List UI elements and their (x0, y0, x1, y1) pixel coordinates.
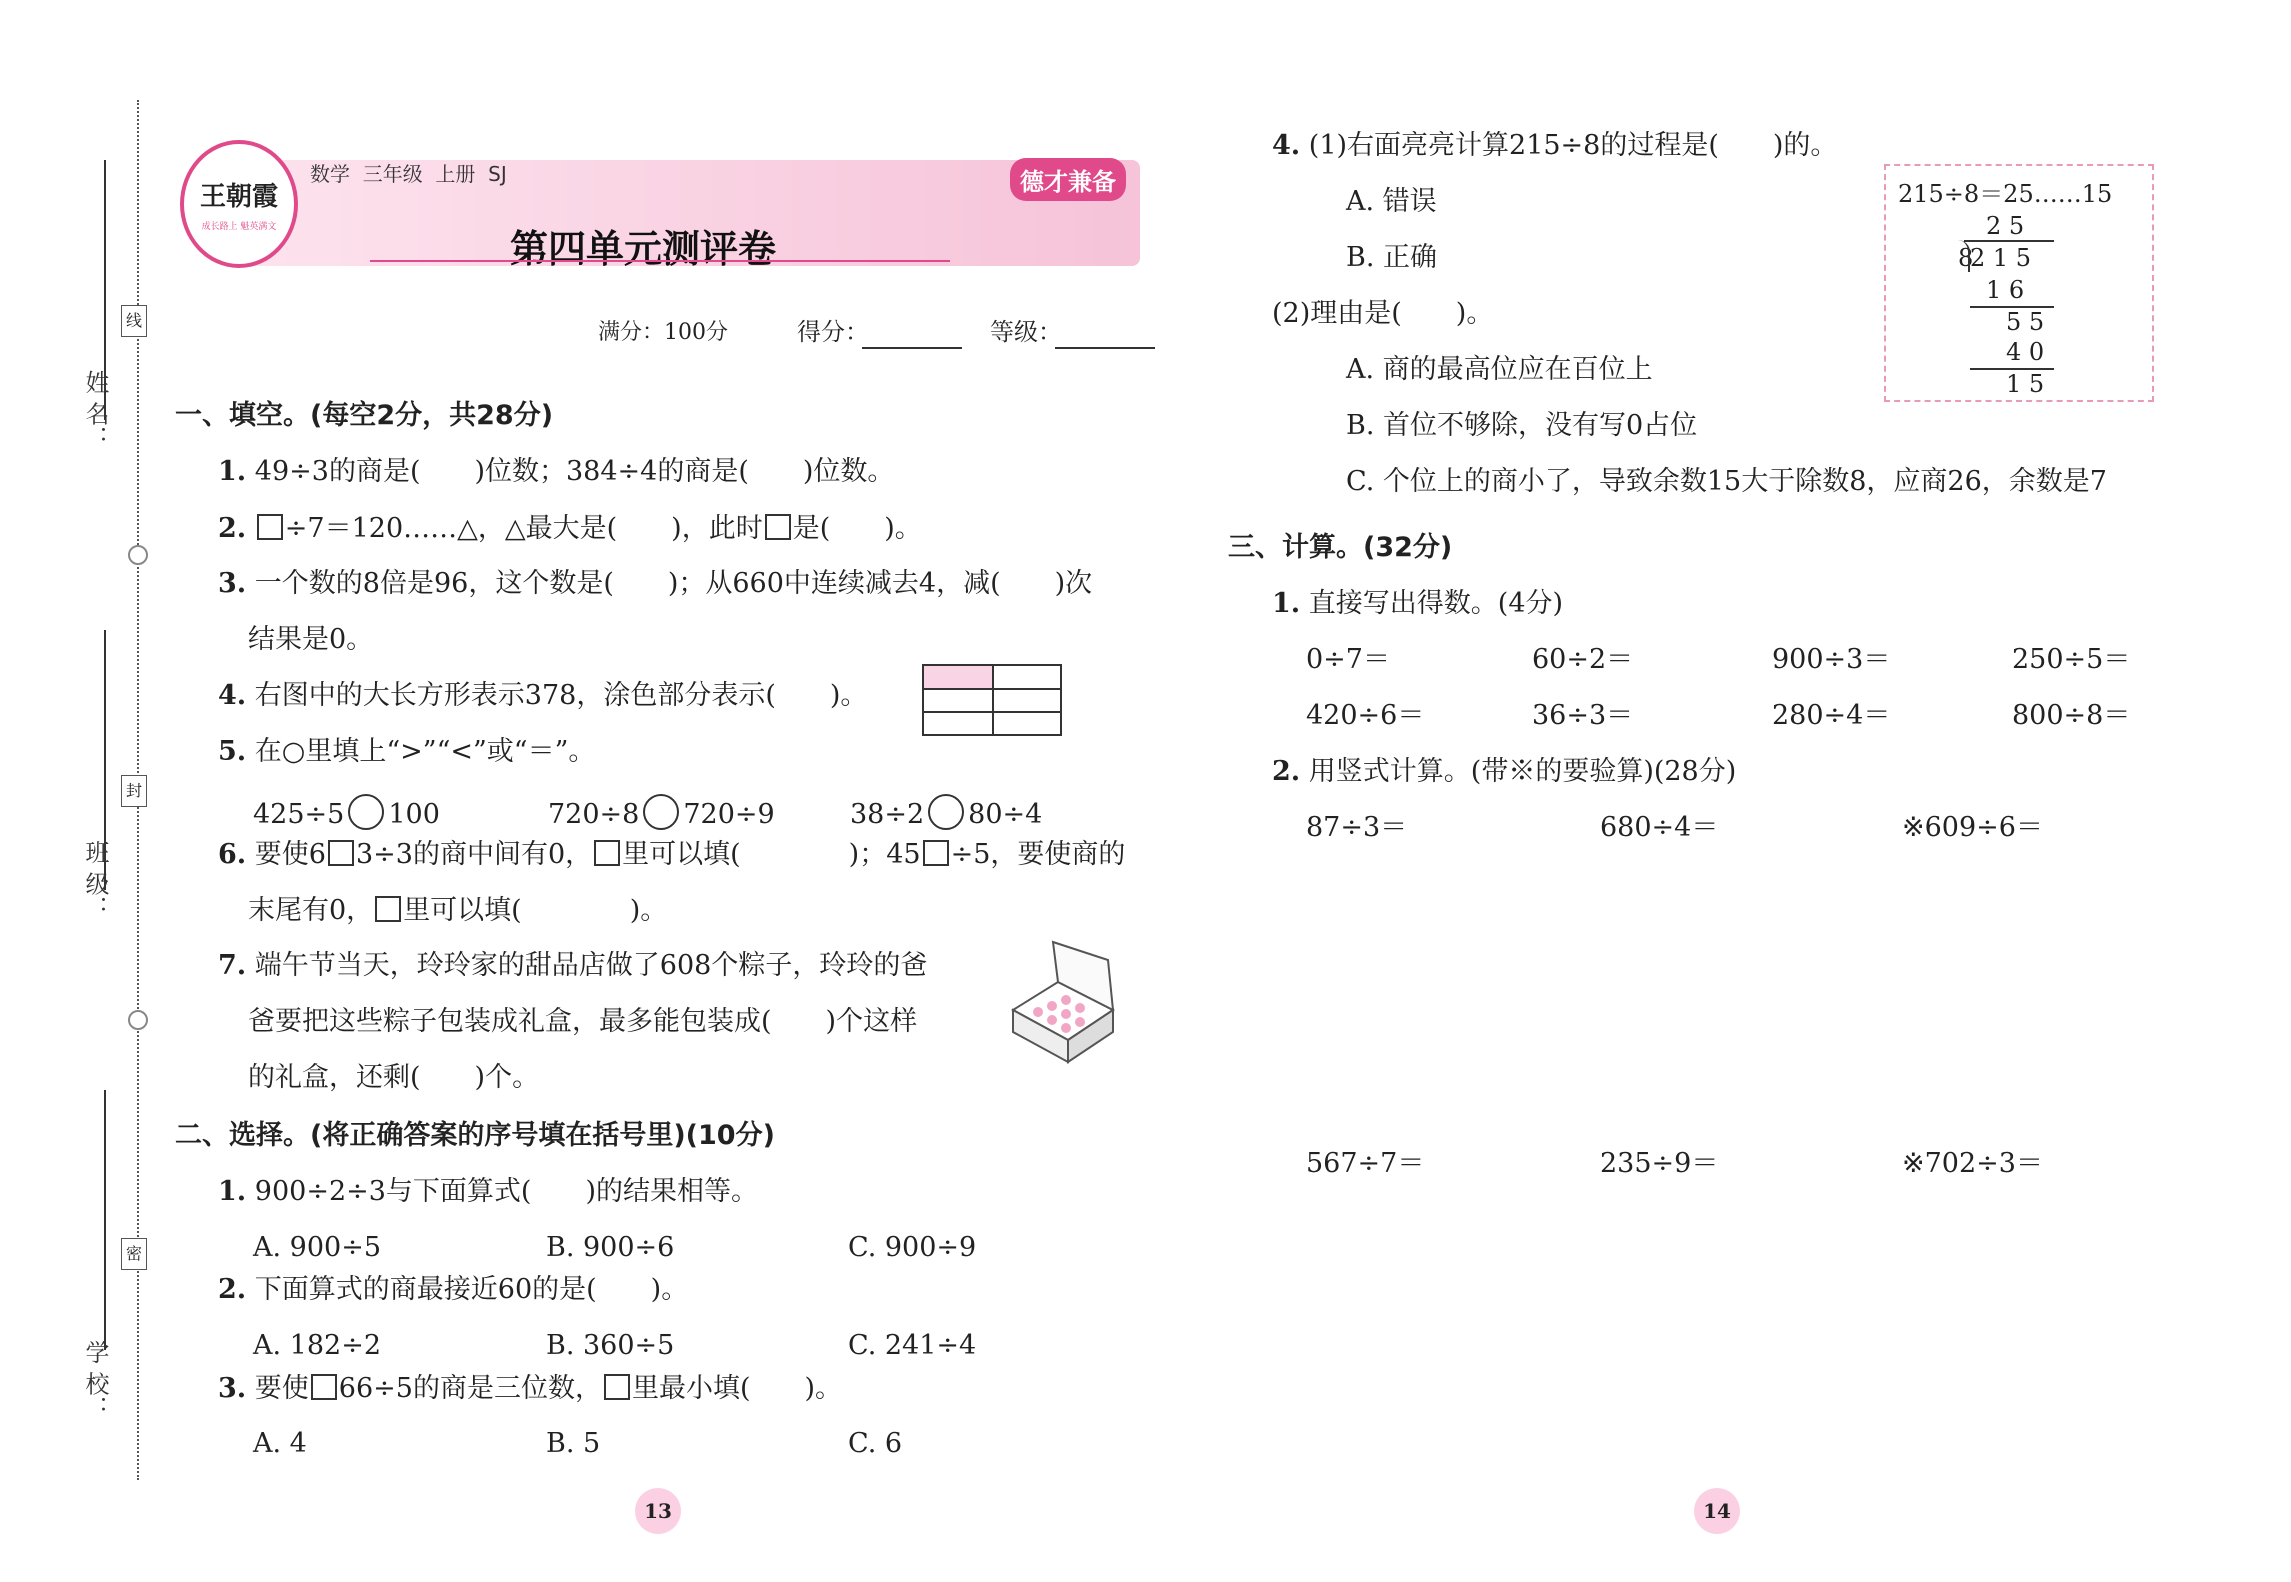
calc-item[interactable]: 250÷5＝ (2012, 644, 2131, 675)
rectangle-figure (922, 664, 1062, 736)
s2-question-4: 4. (1)右面亮亮计算215÷8的过程是( )的。 (1272, 130, 1838, 161)
question-text: 49÷3的商是( )位数；384÷4的商是( )位数。 (254, 456, 895, 487)
question-text: 一个数的8倍是96，这个数是( )；从660中连续减去4，减( )次 (254, 568, 1093, 599)
s1-question-7-line3: 的礼盒，还剩( )个。 (248, 1062, 540, 1093)
compare-circle[interactable] (928, 794, 964, 830)
banner-badge: 德才兼备 (1010, 158, 1126, 201)
compare-circle[interactable] (348, 794, 384, 830)
s1-question-3-line2: 结果是0。 (248, 624, 374, 655)
option-b[interactable]: B. 360÷5 (546, 1330, 675, 1361)
page-number-right: 14 (1694, 1488, 1740, 1534)
binding-hole-icon (128, 545, 148, 565)
division-row: 5 5 (2006, 308, 2045, 336)
compare-item: 38÷2 80÷4 (850, 794, 1042, 830)
s2-question-2: 2. 下面算式的商最接近60的是( )。 (218, 1274, 689, 1305)
vertical-calc-item[interactable]: 235÷9＝ (1600, 1148, 1719, 1179)
shaded-part (924, 666, 992, 688)
blank-square-icon (923, 840, 949, 866)
division-equation: 215÷8＝25……15 (1898, 180, 2113, 208)
compare-item: 425÷5 100 (253, 794, 440, 830)
compare-item: 720÷8 720÷9 (548, 794, 775, 830)
title-underline (370, 260, 950, 262)
s1-question-6-line2: 末尾有0， 里可以填( )。 (248, 895, 668, 926)
page-title: 第四单元测评卷 (510, 227, 777, 271)
school-label: 学 校： (81, 1340, 109, 1420)
division-dividend: 2 1 5 (1970, 244, 2032, 272)
question-number: 2. (1272, 756, 1301, 787)
s1-question-2 (218, 514, 922, 542)
option-a[interactable]: A. 182÷2 (253, 1330, 381, 1361)
option-b[interactable]: B. 首位不够除，没有写0占位 (1346, 410, 1698, 441)
question-text: 在○里填上“>”“<”或“＝”。 (254, 736, 596, 767)
long-division-box (1884, 164, 2154, 402)
division-row: 1 6 (1986, 276, 2025, 304)
gift-box-icon (1008, 940, 1118, 1070)
option-c[interactable]: C. 个位上的商小了，导致余数15大于除数8，应商26，余数是7 (1346, 466, 2107, 497)
division-divisor: 8 (1958, 244, 1974, 272)
calc-item[interactable]: 900÷3＝ (1772, 644, 1891, 675)
blank-square-icon (594, 840, 620, 866)
question-text: 是( )。 (792, 513, 922, 544)
class-label: 班 级： (81, 840, 109, 920)
page-number-left: 13 (635, 1488, 681, 1534)
division-bar (1964, 240, 2054, 242)
question-text: 右图中的大长方形表示378，涂色部分表示( )。 (254, 680, 868, 711)
option-b[interactable]: B. 5 (546, 1428, 601, 1459)
question-number: 7. (218, 950, 247, 981)
blank-square-icon (257, 514, 283, 540)
s1-question-7-line2: 爸要把这些粽子包装成礼盒，最多能包装成( )个这样 (248, 1006, 918, 1037)
blank-square-icon (328, 840, 354, 866)
option-a[interactable]: A. 900÷5 (253, 1232, 381, 1263)
question-number: 5. (218, 736, 247, 767)
s1-question-1 (218, 458, 894, 485)
s2-question-3: 3. 要使 66÷5的商是三位数， 里最小填( )。 (218, 1373, 843, 1404)
blank-square-icon (765, 514, 791, 540)
s1-question-6: 6. 要使6 3÷3的商中间有0， 里可以填( )；45 ÷5，要使商的 (218, 839, 1126, 870)
score-blank[interactable] (862, 347, 962, 349)
logo-slogan: 成长路上 魁英满文 (201, 222, 277, 232)
series-tags: 数学 三年级 上册 SJ (310, 162, 507, 186)
grade-blank[interactable] (1055, 347, 1155, 349)
option-a[interactable]: A. 商的最高位应在百位上 (1346, 354, 1653, 385)
calc-item[interactable]: 420÷6＝ (1306, 700, 1425, 731)
seal-seal-box: 封 (121, 775, 147, 807)
question-number: 3. (218, 1373, 247, 1404)
question-text: ÷7＝120……△，△最大是( )，此时 (284, 513, 763, 544)
s3-question-2: 2. 用竖式计算。(带※的要验算)(28分) (1272, 756, 1737, 787)
calc-item[interactable]: 36÷3＝ (1532, 700, 1634, 731)
question-number: 4. (218, 680, 247, 711)
binding-hole-icon (128, 1010, 148, 1030)
option-c[interactable]: C. 241÷4 (848, 1330, 977, 1361)
division-quotient: 2 5 (1986, 212, 2025, 240)
s2-question-1: 1. 900÷2÷3与下面算式( )的结果相等。 (218, 1176, 758, 1207)
question-number: 1. (218, 456, 247, 487)
question-number: 2. (218, 1274, 247, 1305)
logo-text: 王朝霞 (199, 182, 278, 212)
binding-margin (0, 0, 150, 1582)
section3-heading: 三、计算。(32分) (1228, 532, 1453, 563)
vertical-calc-item[interactable]: 680÷4＝ (1600, 812, 1719, 843)
division-bracket (1958, 240, 1970, 272)
division-row: 4 0 (2006, 338, 2045, 366)
vertical-calc-item[interactable]: ※609÷6＝ (1902, 812, 2043, 843)
question-number: 4. (1272, 130, 1301, 161)
option-b[interactable]: B. 900÷6 (546, 1232, 675, 1263)
question-number: 1. (218, 1176, 247, 1207)
calc-item[interactable]: 60÷2＝ (1532, 644, 1634, 675)
s1-question-4 (218, 682, 867, 709)
division-row: 1 5 (2006, 370, 2045, 398)
score-label: 得分： (797, 318, 869, 346)
question-number: 1. (1272, 588, 1301, 619)
name-label: 姓 名： (81, 370, 109, 450)
s1-question-3 (218, 570, 1092, 597)
s1-question-7: 7. 端午节当天，玲玲家的甜品店做了608个粽子，玲玲的爸 (218, 950, 928, 981)
calc-item[interactable]: 0÷7＝ (1306, 644, 1390, 675)
logo (180, 140, 298, 268)
seal-line-box: 线 (121, 305, 147, 337)
question-number: 2. (218, 513, 247, 544)
section1-heading: 一、填空。(每空2分，共28分) (175, 400, 554, 431)
grade-label: 等级： (990, 318, 1062, 346)
option-c[interactable]: C. 900÷9 (848, 1232, 977, 1263)
header-banner (180, 140, 1140, 271)
option-a[interactable]: A. 错误 (1346, 186, 1437, 217)
blank-square-icon (375, 896, 401, 922)
vertical-calc-item[interactable]: 567÷7＝ (1306, 1148, 1425, 1179)
calc-item[interactable]: 800÷8＝ (2012, 700, 2131, 731)
full-score: 满分：100分 (598, 320, 728, 345)
question-number: 6. (218, 839, 247, 870)
option-c[interactable]: C. 6 (848, 1428, 903, 1459)
option-b[interactable]: B. 正确 (1346, 242, 1438, 273)
seal-secret-box: 密 (121, 1238, 147, 1270)
vertical-calc-item[interactable]: ※702÷3＝ (1902, 1148, 2043, 1179)
compare-circle[interactable] (643, 794, 679, 830)
s3-question-1: 1. 直接写出得数。(4分) (1272, 588, 1564, 619)
s1-question-5 (218, 738, 595, 765)
vertical-calc-item[interactable]: 87÷3＝ (1306, 812, 1408, 843)
option-a[interactable]: A. 4 (253, 1428, 307, 1459)
question-number: 3. (218, 568, 247, 599)
s2-question-4-part2: (2)理由是( )。 (1272, 298, 1494, 329)
section2-heading: 二、选择。(将正确答案的序号填在括号里)(10分) (175, 1120, 775, 1151)
blank-square-icon (604, 1374, 630, 1400)
blank-square-icon (311, 1374, 337, 1400)
calc-item[interactable]: 280÷4＝ (1772, 700, 1891, 731)
